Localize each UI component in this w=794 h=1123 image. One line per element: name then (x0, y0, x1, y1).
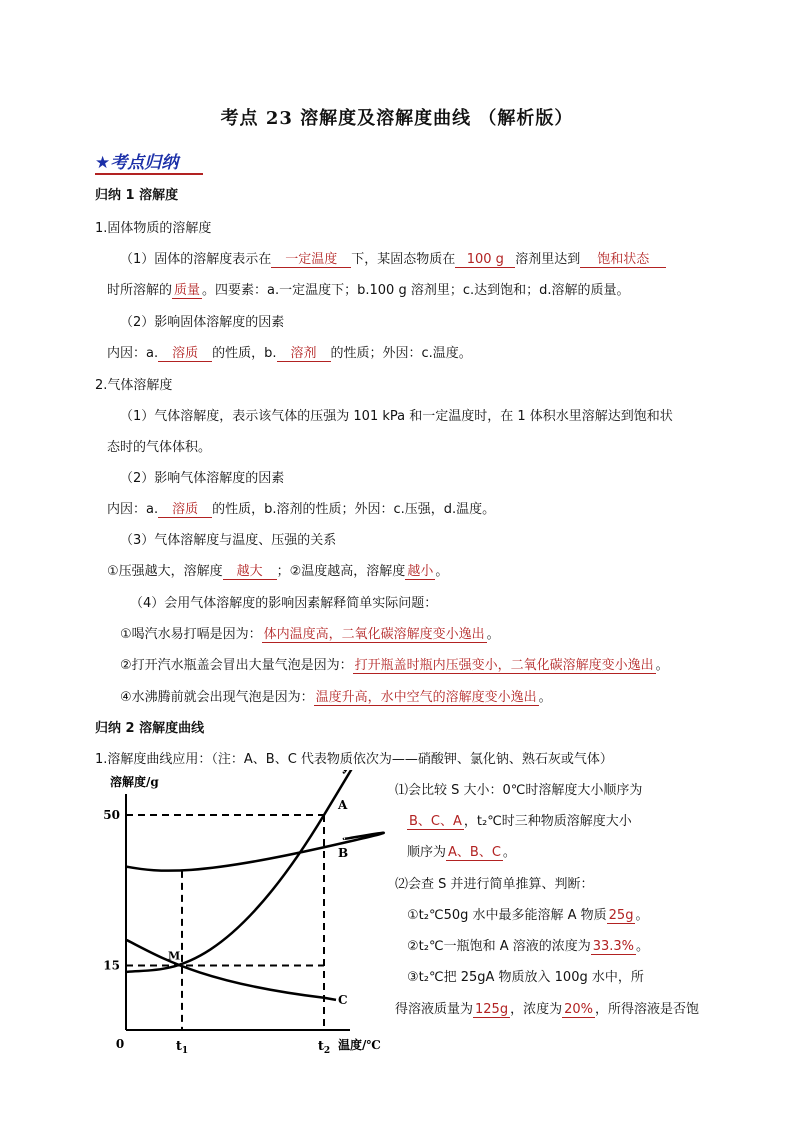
y-axis-label: 溶解度/g (110, 775, 159, 789)
text: 。 (636, 939, 650, 954)
text: 时所溶解的 (107, 283, 173, 298)
text: 的性质，b. (212, 346, 277, 361)
text: ②打开汽水瓶盖会冒出大量气泡是因为： (120, 658, 353, 673)
answer-blank: 饱和状态 (580, 248, 666, 268)
answer-blank: 溶质 (158, 342, 212, 362)
x-axis-label: 温度/℃ (338, 1038, 381, 1052)
text: 。 (655, 658, 669, 673)
y-tick-label: 50 (103, 808, 120, 822)
badge-underline (95, 173, 203, 175)
paragraph: （3）气体溶解度与温度、压强的关系 (120, 533, 337, 548)
answer-blank: 100 g (455, 252, 515, 268)
text: 。 (486, 627, 500, 642)
paragraph: （1）气体溶解度，表示该气体的压强为 101 kPa 和一定温度时，在 1 体积水里溶解达到饱和状 (120, 409, 673, 424)
text: ①喝汽水易打嗝是因为： (120, 627, 262, 642)
answer-blank: 33.3% (592, 939, 635, 954)
series-label-c: C (338, 992, 348, 1007)
text: ；②温度越高，溶解度 (276, 564, 406, 579)
paragraph (407, 904, 648, 923)
text: （1）固体的溶解度表示在 (120, 252, 272, 267)
text: 溶剂里达到 (515, 252, 581, 267)
paragraph (107, 498, 495, 518)
x-tick-label: $t_1$ (175, 1039, 189, 1056)
paragraph (107, 279, 630, 298)
text: ，所得溶液是否饱 (595, 1002, 700, 1017)
series-label-a: A (338, 798, 348, 812)
text: 。 (538, 690, 552, 705)
intersection-label: M (168, 949, 181, 963)
paragraph: ⑵会查 S 并进行简单推算、判断： (395, 877, 594, 892)
text: 。 (635, 908, 649, 923)
answer-blank: 越小 (407, 564, 434, 579)
answer-blank: 20% (564, 1002, 594, 1017)
text: ①压强越大，溶解度 (107, 564, 223, 579)
paragraph (407, 810, 632, 829)
answer-blank: 温度升高，水中空气的溶解度变小逸出 (315, 690, 537, 705)
text: 下，某固态物质在 (351, 252, 456, 267)
series-label-b: B (338, 845, 349, 860)
paragraph (120, 654, 669, 673)
paragraph: ③t₂℃把 25gA 物质放入 100g 水中，所 (407, 970, 644, 985)
text: ①t₂℃50g 水中最多能溶解 A 物质 (407, 908, 607, 923)
paragraph (407, 841, 516, 860)
paragraph: 态时的气体体积。 (107, 440, 212, 455)
paragraph (107, 342, 472, 362)
text: 内因：a. (107, 346, 159, 361)
paragraph: 1.固体物质的溶解度 (95, 221, 212, 236)
paragraph (120, 248, 666, 268)
paragraph: （2）影响固体溶解度的因素 (120, 315, 285, 330)
badge-text: 考点归纳 (110, 153, 179, 173)
text: 。四要素：a.一定温度下；b.100 g 溶剂里；c.达到饱和；d.溶解的质量。 (202, 283, 630, 298)
page-title: 考点 23 溶解度及溶解度曲线 （解析版） (220, 108, 574, 129)
text: 的性质，b.溶剂的性质；外因：c.压强，d.温度。 (212, 502, 496, 517)
paragraph: （2）影响气体溶解度的因素 (120, 471, 285, 486)
answer-blank: 溶质 (158, 498, 212, 518)
paragraph (107, 560, 448, 580)
text: 。 (435, 564, 449, 579)
solubility-chart (100, 770, 390, 1060)
section-heading-1: 归纳 1 溶解度 (95, 188, 179, 203)
paragraph (120, 686, 552, 705)
answer-blank: A、B、C (448, 845, 501, 860)
answer-blank: 质量 (174, 283, 201, 298)
text: ，t₂℃时三种物质溶解度大小 (463, 814, 632, 829)
answer-blank: B、C、A (409, 814, 462, 829)
answer-blank: 溶剂 (277, 342, 331, 362)
paragraph: 1.溶解度曲线应用：（注：A、B、C 代表物质依次为——硝酸钾、氯化钠、熟石灰或气体） (95, 752, 613, 767)
origin-label: 0 (115, 1037, 125, 1051)
text: 顺序为 (407, 845, 447, 860)
y-tick-label: 15 (103, 958, 120, 973)
text: ，浓度为 (510, 1002, 563, 1017)
answer-blank: 越大 (223, 560, 277, 580)
star-icon: ★ (95, 153, 111, 173)
paragraph: 2.气体溶解度 (95, 378, 173, 393)
section-badge (95, 148, 178, 173)
answer-blank: 一定温度 (271, 248, 351, 268)
paragraph (120, 623, 500, 642)
text: 。 (502, 845, 516, 860)
paragraph: ⑴会比较 S 大小：0℃时溶解度大小顺序为 (395, 783, 643, 798)
answer-blank: 25g (608, 908, 634, 923)
paragraph: （4）会用气体溶解度的影响因素解释简单实际问题： (130, 596, 438, 611)
x-tick-label: $t_2$ (317, 1039, 331, 1056)
text: 的性质；外因：c.温度。 (330, 346, 472, 361)
paragraph (395, 998, 699, 1017)
section-heading-2: 归纳 2 溶解度曲线 (95, 721, 205, 736)
text: 内因：a. (107, 502, 159, 517)
text: ④水沸腾前就会出现气泡是因为： (120, 690, 314, 705)
answer-blank: 体内温度高，二氧化碳溶解度变小逸出 (263, 627, 485, 642)
paragraph (407, 935, 649, 954)
answer-blank: 125g (475, 1002, 509, 1017)
answer-blank: 打开瓶盖时瓶内压强变小，二氧化碳溶解度变小逸出 (354, 658, 654, 673)
text: 得溶液质量为 (395, 1002, 474, 1017)
text: ②t₂℃一瓶饱和 A 溶液的浓度为 (407, 939, 591, 954)
